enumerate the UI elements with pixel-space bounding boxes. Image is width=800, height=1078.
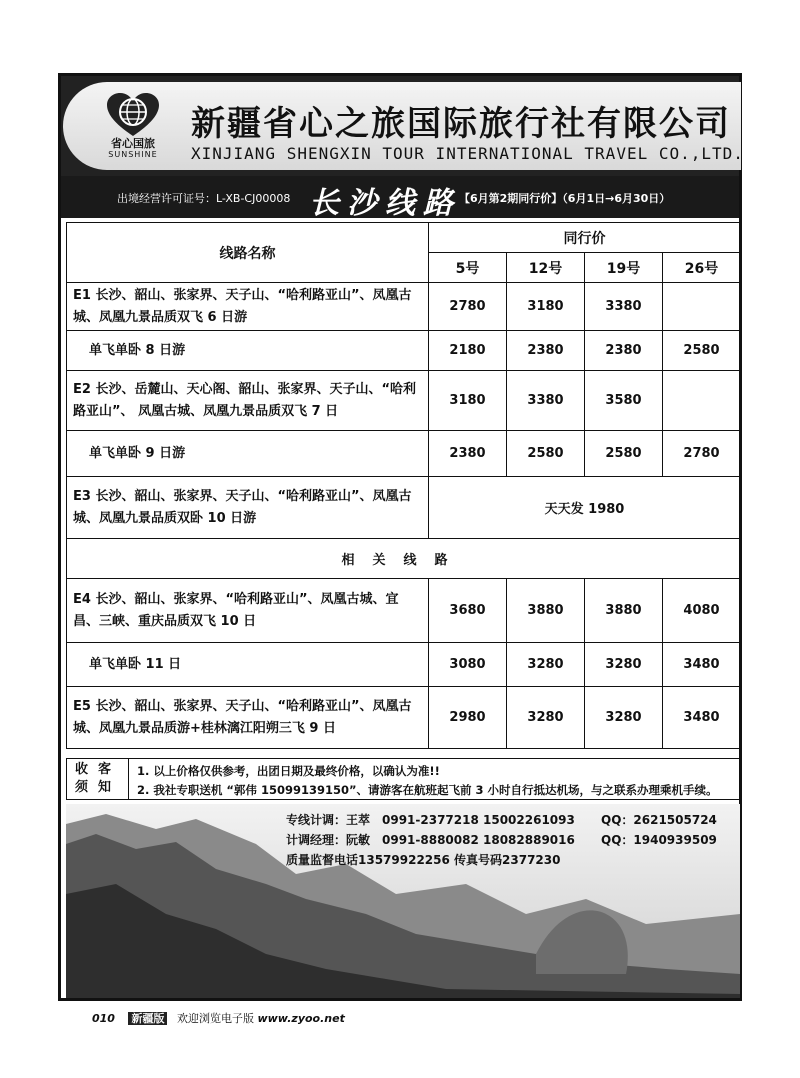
- price-cell: 3180: [507, 283, 585, 331]
- table-row: [67, 579, 741, 643]
- price-cell: 3580: [585, 371, 663, 431]
- table-row: [67, 371, 741, 431]
- page-footer: [92, 1010, 345, 1026]
- price-cell: 3380: [507, 371, 585, 431]
- price-cell: 2780: [663, 431, 741, 477]
- price-cell: 2580: [585, 431, 663, 477]
- price-cell: 3480: [663, 687, 741, 749]
- route-name: E2 长沙、岳麓山、天心阁、韶山、张家界、天子山、“哈利路亚山”、 凤凰古城、凤凰九景品质双飞 7 日: [67, 371, 429, 431]
- header-route-name: 线路名称: [67, 223, 429, 283]
- daily-departure-price: 天天发 1980: [429, 477, 741, 539]
- page-number: 010: [92, 1012, 115, 1025]
- footer-text: 欢迎浏览电子版: [176, 1012, 254, 1025]
- price-cell: 3080: [429, 643, 507, 687]
- contact-qq: QQ：2621505724: [601, 813, 717, 827]
- price-cell: 3480: [663, 643, 741, 687]
- contact-row: [286, 830, 717, 850]
- price-cell: 3280: [585, 643, 663, 687]
- contact-qq: QQ：1940939509: [601, 833, 717, 847]
- scenery-photo: [66, 804, 740, 998]
- header-date: 5号: [429, 253, 507, 283]
- price-cell: 3680: [429, 579, 507, 643]
- header: [61, 76, 744, 176]
- contact-row: [286, 850, 575, 870]
- table-row: [67, 431, 741, 477]
- edition-badge: 新疆版: [128, 1012, 167, 1025]
- contact-line: 质量监督电话13579922256 传真号码2377230: [286, 853, 561, 867]
- note-line-1: 1. 以上价格仅供参考，出团日期及最终价格，以确认为准!!: [137, 764, 440, 778]
- contact-row: [286, 810, 717, 830]
- section-row: [67, 539, 741, 579]
- note-line-2: 2. 我社专职送机 “郭伟 15099139150”、请游客在航班起飞前 3 小时自行抵达机场，与之联系办理乘机手续。: [137, 783, 718, 797]
- price-cell: [663, 283, 741, 331]
- price-cell: 2980: [429, 687, 507, 749]
- license-number: 出境经营许可证号：L-XB-CJ00008: [117, 192, 291, 205]
- table-row: [67, 477, 741, 539]
- price-cell: 2580: [507, 431, 585, 477]
- price-cell: 3380: [585, 283, 663, 331]
- table-row: [67, 283, 741, 331]
- route-name: 单飞单卧 11 日: [67, 643, 429, 687]
- globe-heart-icon: [105, 92, 161, 138]
- price-period: 【6月第2期同行价】（6月1日→6月30日）: [459, 192, 671, 205]
- route-name: 单飞单卧 9 日游: [67, 431, 429, 477]
- contact-info: [286, 810, 717, 870]
- table-row: [67, 687, 741, 749]
- logo-cn-text: 省心国旅: [111, 137, 155, 150]
- contact-line: 专线计调：王萃 0991-2377218 15002261093: [286, 813, 575, 827]
- price-cell: 2180: [429, 331, 507, 371]
- price-cell: 2580: [663, 331, 741, 371]
- website-link[interactable]: www.zyoo.net: [257, 1012, 345, 1025]
- title-band: [61, 176, 739, 221]
- notes-box: [66, 758, 740, 800]
- route-name: E3 长沙、韶山、张家界、天子山、“哈利路亚山”、凤凰古城、凤凰九景品质双卧 10 日游: [67, 477, 429, 539]
- route-name: E5 长沙、韶山、张家界、天子山、“哈利路亚山”、凤凰古城、凤凰九景品质游+桂林漓江阳朔三飞 9 日: [67, 687, 429, 749]
- price-cell: 3280: [507, 687, 585, 749]
- route-name: E1 长沙、韶山、张家界、天子山、“哈利路亚山”、凤凰古城、凤凰九景品质双飞 6 日游: [67, 283, 429, 331]
- price-cell: 2780: [429, 283, 507, 331]
- page-frame: [58, 73, 742, 1001]
- price-table: [66, 222, 741, 749]
- table-row: [67, 643, 741, 687]
- price-cell: 2380: [585, 331, 663, 371]
- route-name: 单飞单卧 8 日游: [67, 331, 429, 371]
- price-cell: 2380: [429, 431, 507, 477]
- price-cell: 3180: [429, 371, 507, 431]
- section-title: 相关线路: [67, 539, 741, 579]
- price-cell: 3880: [507, 579, 585, 643]
- company-name-en: XINJIANG SHENGXIN TOUR INTERNATIONAL TRAVEL CO.,LTD.: [191, 144, 744, 163]
- header-date: 12号: [507, 253, 585, 283]
- price-cell: 3280: [585, 687, 663, 749]
- route-title: 长沙线路: [309, 186, 461, 221]
- route-name: E4 长沙、韶山、张家界、“哈利路亚山”、凤凰古城、宜昌、三峡、重庆品质双飞 10 日: [67, 579, 429, 643]
- logo-en-text: SUNSHINE: [108, 150, 158, 159]
- contact-line: 计调经理：阮敏 0991-8880082 18082889016: [286, 833, 575, 847]
- header-date: 19号: [585, 253, 663, 283]
- price-cell: 2380: [507, 331, 585, 371]
- price-cell: 3880: [585, 579, 663, 643]
- notes-label: 收客须知: [67, 759, 129, 799]
- price-cell: 3280: [507, 643, 585, 687]
- price-cell: 4080: [663, 579, 741, 643]
- company-name-cn: 新疆省心之旅国际旅行社有限公司: [191, 104, 731, 144]
- company-logo: [93, 92, 173, 166]
- header-price: 同行价: [429, 223, 741, 253]
- header-banner: [63, 82, 744, 170]
- price-cell: [663, 371, 741, 431]
- header-date: 26号: [663, 253, 741, 283]
- table-row: [67, 331, 741, 371]
